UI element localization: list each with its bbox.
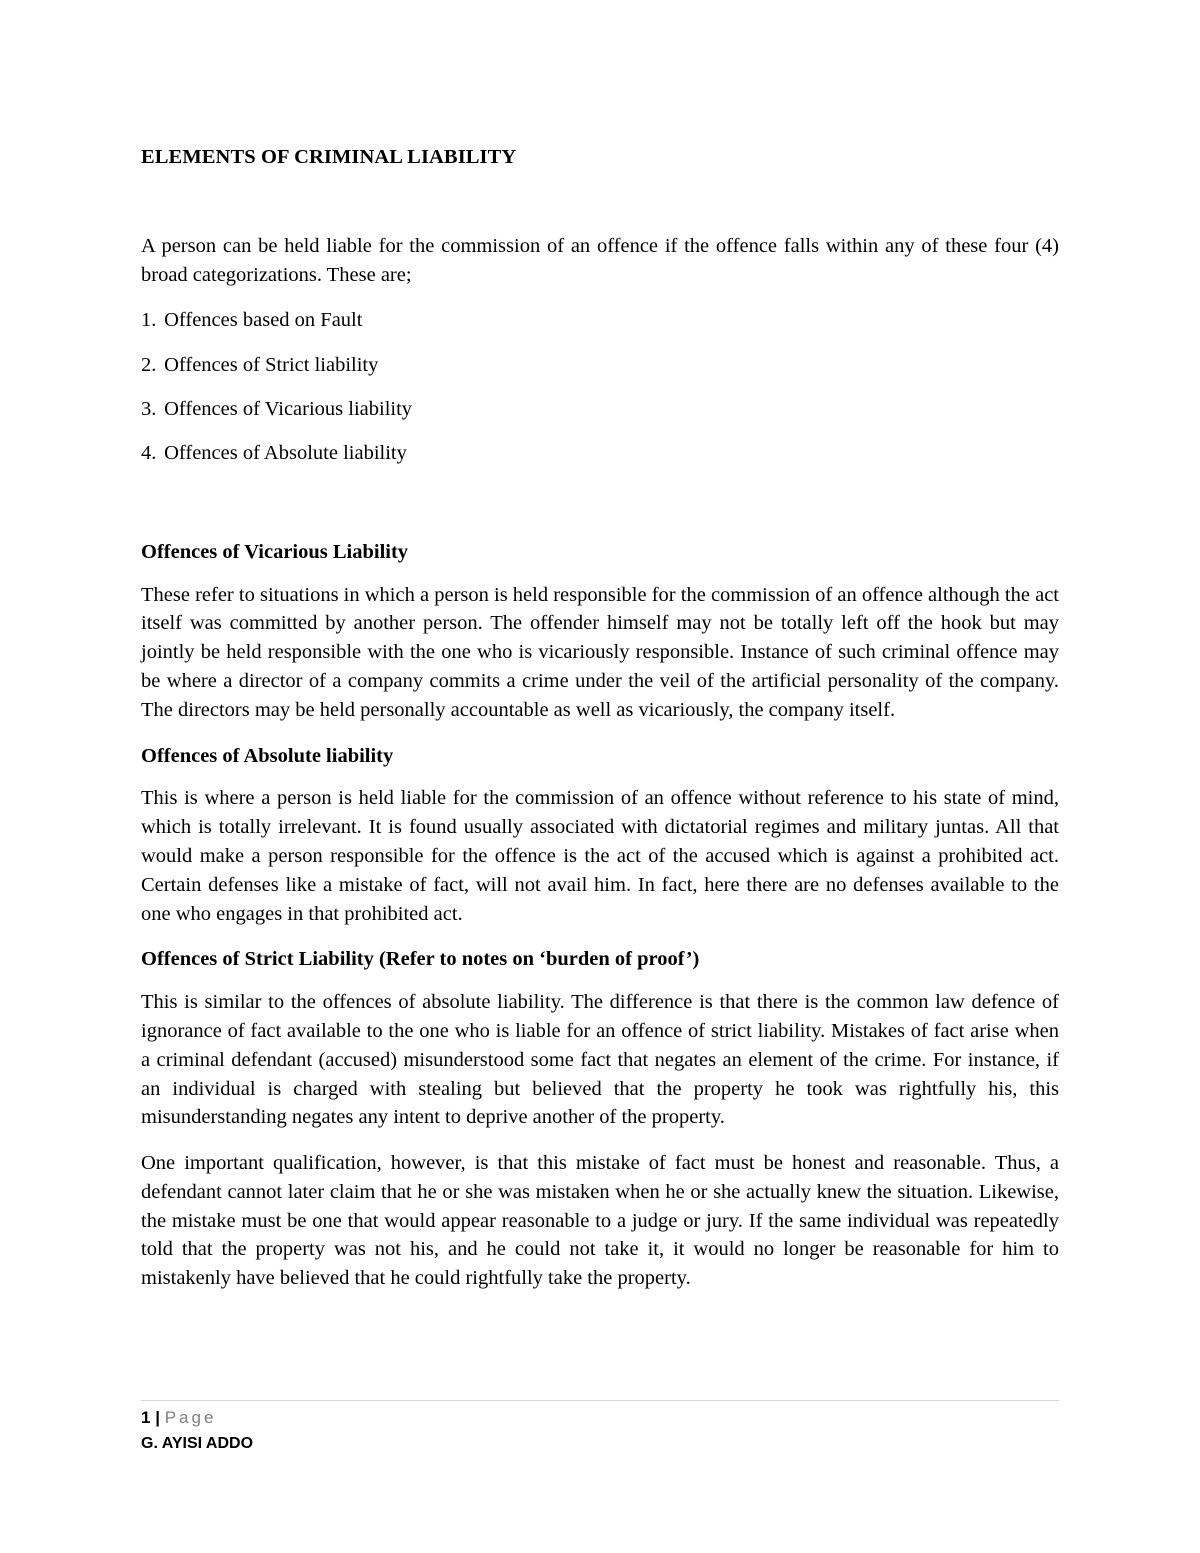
list-label: Offences of Vicarious liability — [164, 397, 413, 420]
section-heading-strict: Offences of Strict Liability (Refer to notes on ‘burden of proof’) — [141, 948, 700, 971]
list-item — [141, 351, 1059, 380]
page-footer — [141, 1400, 1059, 1457]
list-number: 1. — [141, 309, 157, 332]
vicarious-paragraph: These refer to situations in which a person is held responsible for the commission of an offence although the act itself was committed by another person. The offender himself may not be totally left off the hook but may jointly be held responsible with the one who is vicariously responsible. Instance of such criminal offence may be where a director of a company commits a crime under the veil of the artificial personality of the company. The directors may be held personally accountable as well as vicariously, the company itself. — [141, 583, 1059, 721]
list-label: Offences of Strict liability — [164, 353, 379, 376]
list-label: Offences based on Fault — [164, 309, 363, 332]
list-item — [141, 439, 1059, 468]
document-body — [141, 143, 1059, 1310]
absolute-paragraph: This is where a person is held liable for the commission of an offence without reference to his state of mind, which is totally irrelevant. It is found usually associated with dictatorial regimes and military juntas. All that would make a person responsible for the offence is the act of the accused which is against a prohibited act. Certain defenses like a mistake of fact, will not avail him. In fact, here there are no defenses available to the one who engages in that prohibited act. — [141, 787, 1059, 925]
page-label: Page — [164, 1408, 217, 1427]
section-heading-absolute: Offences of Absolute liability — [141, 744, 394, 767]
document-title: ELEMENTS OF CRIMINAL LIABILITY — [141, 146, 517, 168]
page-separator: | — [155, 1408, 160, 1427]
footer-author: G. AYISI ADDO — [141, 1435, 254, 1452]
list-number: 2. — [141, 353, 157, 376]
intro-paragraph: A person can be held liable for the commission of an offence if the offence falls within any of these four (4) broad categorizations. These are; — [141, 234, 1059, 286]
list-item — [141, 306, 1059, 335]
categories-list — [141, 306, 1059, 467]
list-number: 3. — [141, 397, 157, 420]
strict-paragraph-1: This is similar to the offences of absolute liability. The difference is that there is the common law defence of ignorance of fact available to the one who is liable for an offence of strict liability. Mistakes of fact arise when a criminal defendant (accused) misunderstood some fact that negates an element of the crime. For instance, if an individual is charged with stealing but believed that the property he took was rightfully his, this misunderstanding negates any intent to deprive another of the property. — [141, 991, 1059, 1129]
list-number: 4. — [141, 441, 157, 464]
strict-paragraph-2: One important qualification, however, is that this mistake of fact must be honest and reasonable. Thus, a defendant cannot later claim that he or she was mistaken when he or she actually knew the situation. Likewise, the mistake must be one that would appear reasonable to a judge or jury. If the same individual was repeatedly told that the property was not his, and he could not take it, it would no longer be reasonable for him to mistakenly have believed that he could rightfully take the property. — [141, 1152, 1059, 1290]
page-number: 1 — [141, 1408, 151, 1427]
list-item — [141, 395, 1059, 424]
list-label: Offences of Absolute liability — [164, 441, 407, 464]
section-heading-vicarious: Offences of Vicarious Liability — [141, 540, 409, 563]
page-number-line — [141, 1405, 1059, 1431]
